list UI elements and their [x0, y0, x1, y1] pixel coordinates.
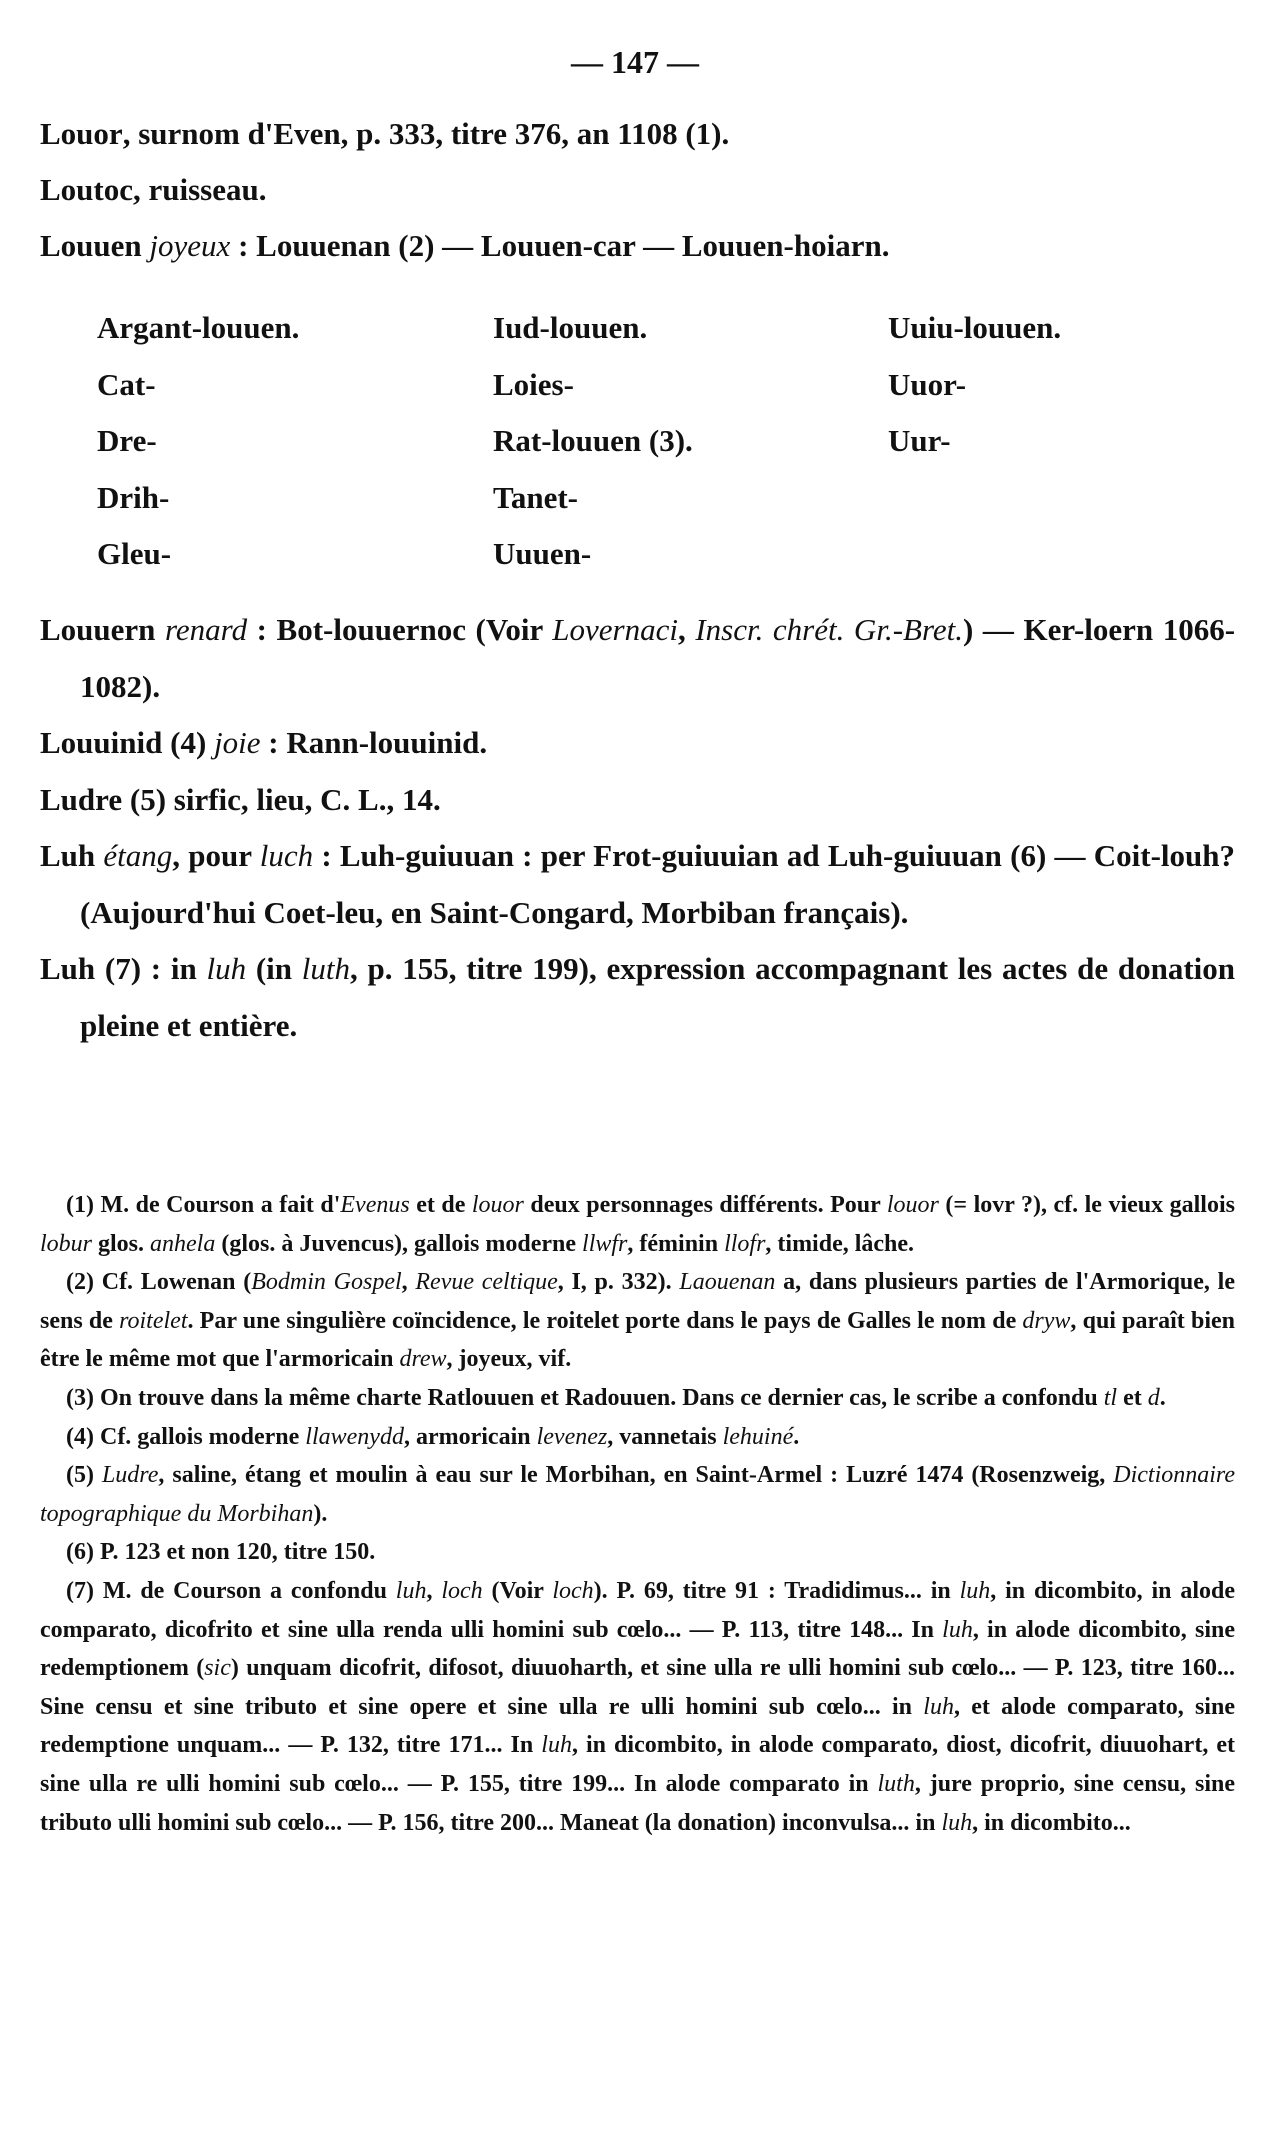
italic-text: louor — [471, 1192, 524, 1218]
text: glos. — [92, 1230, 151, 1257]
text: (Voir — [482, 1577, 553, 1604]
text: , ruisseau. — [133, 172, 267, 207]
italic-text: Inscr. chrét. Gr.-Bret. — [695, 612, 963, 647]
text: ). P. 69, titre 91 : Tradidimus... in — [593, 1577, 960, 1604]
footnote — [40, 1456, 1235, 1533]
italic-text: joyeux — [149, 228, 231, 263]
italic-text: Revue celtique — [415, 1269, 558, 1296]
text: ). — [313, 1500, 328, 1527]
compound-name: Uuuen- — [493, 536, 592, 571]
italic-text: luh — [942, 1616, 973, 1643]
compound-name: Cat- — [97, 366, 156, 402]
text: , et alode comparato, sine redemptione unquam... — P. 132, titre 171... In — [40, 1693, 1235, 1759]
text: : Bot-louuernoc (Voir — [247, 612, 553, 647]
dictionary-entry — [40, 106, 1235, 162]
text: a, dans plusieurs parties de l'Armorique, le sens de — [40, 1269, 1235, 1334]
italic-text: luth — [301, 951, 350, 986]
italic-text: llawenydd — [305, 1423, 404, 1450]
italic-text: sic — [204, 1655, 231, 1682]
dictionary-entry — [40, 715, 1235, 772]
italic-text: Dictionnaire topographique du Morbihan — [40, 1462, 1236, 1527]
text: et — [1117, 1384, 1148, 1411]
text: , pour — [172, 838, 260, 873]
footnote — [40, 1379, 1235, 1418]
footnote — [40, 1418, 1235, 1457]
italic-text: lobur — [40, 1230, 93, 1257]
compound-name: Rat-louuen (3). — [493, 423, 693, 458]
italic-text: luh — [206, 951, 247, 986]
text: (6) P. 123 et non 120, titre 150. — [66, 1539, 376, 1566]
text: , saline, étang et moulin à eau sur le Morbihan, en Saint-Armel : Luzré 1474 (Rosenzweig, — [158, 1462, 1114, 1489]
italic-text: dryw — [1022, 1307, 1071, 1334]
italic-text: luh — [541, 1732, 572, 1759]
italic-text: luth — [877, 1770, 915, 1797]
text: , in dicombito, in alode comparato, diost, dicofrit, diuuohart, et sine ulla re ulli homini sub cœlo... — P. 155, titre 199... In alode comparato in — [40, 1732, 1236, 1797]
compound-name: Iud-louuen. — [493, 310, 648, 345]
text: , qui paraît bien être le même mot que l'armoricain — [40, 1307, 1236, 1373]
headword: Luh — [40, 838, 96, 873]
text: , in dicombito, in alode comparato, dicofrito et sine ulla renda ulli homini sub cœlo... — P. 113, titre 148... In — [40, 1577, 1236, 1643]
text: (3) On trouve dans la même charte Ratlouuen et Radouuen. Dans ce dernier cas, le scribe a confondu — [66, 1384, 1104, 1411]
column-3 — [888, 300, 1061, 470]
italic-text: llwfr — [582, 1230, 628, 1257]
italic-text: louor — [886, 1192, 939, 1218]
compound-name: Uuor- — [888, 366, 967, 402]
text: , surnom d'Even, p. 333, titre 376, an 1108 (1). — [122, 116, 730, 151]
text: , timide, lâche. — [765, 1230, 915, 1257]
italic-text: loch — [441, 1577, 483, 1604]
dictionary-entry — [40, 828, 1235, 941]
italic-text: renard — [165, 612, 248, 647]
text: . — [793, 1423, 800, 1450]
text: (4) — [162, 725, 215, 760]
text: , in alode dicombito, sine redemptionem ( — [40, 1616, 1235, 1682]
dictionary-entry — [40, 941, 1235, 1054]
headword: Loutoc — [40, 172, 133, 207]
compound-name: Loies- — [493, 366, 574, 402]
text: , p. 155, titre 199), expression accompagnant les actes de donation pleine et entière. — [80, 951, 1236, 1043]
text: , in dicombito... — [972, 1809, 1131, 1836]
text: , I, p. 332). — [557, 1269, 680, 1296]
italic-text: levenez — [536, 1423, 608, 1450]
italic-text: étang — [103, 838, 173, 873]
footnote — [40, 1572, 1235, 1842]
text: (2) Cf. Lowenan ( — [66, 1269, 252, 1296]
italic-text: d — [1147, 1384, 1160, 1411]
compound-name: Tanet- — [493, 479, 578, 515]
entries-bottom — [40, 602, 1235, 1054]
text: (5) — [66, 1462, 102, 1489]
dictionary-entry — [40, 162, 1235, 218]
text: : Luh-guiuuan : per Frot-guiuuian ad Luh-guiuuan (6) — Coit-louh? (Aujourd'hui Coet-leu, en Saint-Congard, Morbiban français). — [80, 838, 1236, 930]
column-2 — [493, 300, 693, 583]
text: (5) sirfic, lieu, C. L., 14. — [122, 781, 441, 817]
italic-text: lehuiné — [722, 1423, 794, 1450]
text: , joyeux, vif. — [446, 1346, 572, 1373]
italic-text: tl — [1103, 1384, 1118, 1411]
italic-text: loch — [552, 1577, 594, 1604]
text: , vannetais — [607, 1423, 723, 1450]
text: : Rann-louuinid. — [260, 725, 488, 760]
headword: Luh — [40, 951, 96, 986]
footnote — [40, 1533, 1235, 1572]
dictionary-entry — [40, 602, 1235, 715]
text: , — [401, 1269, 416, 1296]
compound-name: Drih- — [97, 479, 170, 515]
italic-text: llofr — [724, 1230, 766, 1257]
text: deux personnages différents. Pour — [523, 1192, 887, 1218]
italic-text: Evenus — [340, 1192, 410, 1218]
text — [155, 612, 165, 647]
italic-text: luh — [395, 1577, 427, 1604]
footnote — [40, 1186, 1235, 1263]
italic-text: luh — [959, 1577, 991, 1604]
headword: Louuern — [40, 612, 156, 647]
italic-text: Lovernaci — [552, 612, 678, 647]
text: . Par une singulière coïncidence, le roitelet porte dans le pays de Galles le nom de — [187, 1307, 1023, 1334]
entries-top — [40, 106, 1235, 274]
column-1 — [97, 300, 299, 583]
italic-text: roitelet — [119, 1307, 188, 1334]
compound-name: Argant-louuen. — [97, 310, 300, 345]
dictionary-entry — [40, 218, 1235, 274]
compound-name: Dre- — [97, 423, 157, 458]
compound-name: Uur- — [888, 423, 951, 458]
text: , armoricain — [403, 1423, 537, 1450]
headword: Louuen — [40, 228, 142, 263]
headword: Louor — [40, 116, 123, 151]
text: (4) Cf. gallois moderne — [66, 1423, 306, 1450]
text: (glos. à Juvencus), gallois moderne — [215, 1230, 583, 1257]
italic-text: Ludre — [101, 1462, 159, 1489]
page-number: — 147 — — [571, 44, 699, 80]
compound-name: Uuiu-louuen. — [888, 310, 1062, 345]
text: , — [678, 612, 696, 647]
italic-text: anhela — [150, 1230, 216, 1257]
italic-text: drew — [399, 1346, 447, 1373]
text: : Louuenan (2) — Louuen-car — Louuen-hoiarn. — [230, 228, 890, 263]
italic-text: luh — [923, 1693, 954, 1720]
italic-text: Bodmin Gospel — [251, 1269, 402, 1296]
text: , jure proprio, sine censu, sine tributo ulli homini sub cœlo... — P. 156, titre 200... Maneat (la donation) inconvulsa... in — [40, 1770, 1235, 1836]
text: (1) M. de Courson a fait d' — [66, 1192, 341, 1218]
text: . — [1159, 1384, 1166, 1411]
headword: Louuinid — [40, 725, 163, 760]
dictionary-entry — [40, 772, 1235, 829]
compound-name: Gleu- — [97, 536, 172, 571]
italic-text: luh — [941, 1809, 973, 1836]
italic-text: Laouenan — [679, 1269, 776, 1296]
footnotes — [40, 1186, 1235, 1842]
text: ) unquam dicofrit, difosot, diuuoharth, et sine ulla re ulli homini sub cœlo... — P. 123, titre 160... Sine censu et sine tributo et sine opere et sine ulla re ulli homini sub cœlo... in — [40, 1655, 1235, 1720]
headword: Ludre — [40, 781, 123, 817]
text: et de — [409, 1192, 472, 1218]
text: , — [426, 1577, 442, 1604]
text: , féminin — [627, 1230, 725, 1257]
text: (= lovr ?), cf. le vieux gallois — [938, 1192, 1235, 1218]
text: ) — Ker-loern 1066-1082). — [80, 612, 1236, 704]
footnote — [40, 1263, 1235, 1379]
text: (in — [246, 951, 302, 986]
italic-text: luch — [259, 838, 314, 873]
text: (7) M. de Courson a confondu — [66, 1577, 396, 1604]
text: (7) : in — [95, 951, 207, 986]
italic-text: joie — [214, 725, 261, 760]
